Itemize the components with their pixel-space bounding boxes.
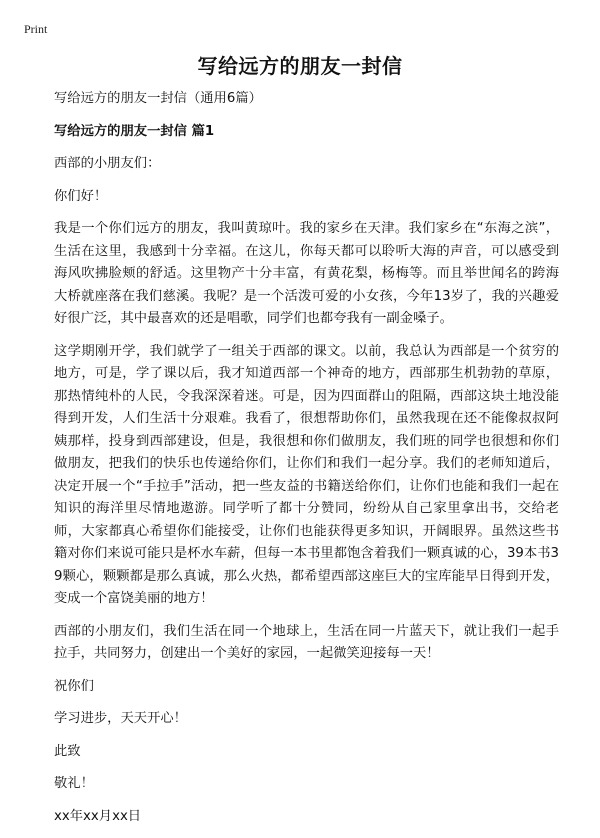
closing-salute: 敬礼！ [54, 776, 94, 791]
closing-regards: 此致 [54, 743, 81, 759]
body-paragraph-2: 这学期刚开学，我们就学了一组关于西部的课文。以前，我总认为西部是一个贫穷的地方，可是，学了课以后，我才知道西部一个神奇的地方，西部那生机勃勃的草原，那热情纯朴的人民，令我深深着迷。可是，因为四面群山的阻隔，西部这块土地没能得到开发，人们生活十分艰难。我看了，很想帮助你们，虽然我现在还不能像叔叔阿姨那样，投身到西部建设，但是，我很想和你们做朋友，我们班的同学也很想和你们做朋友，把我们的快乐也传递给你们，让你们和我们一起分享。我们的老师知道后，决定开展一个“手拉手”活动，把一些友益的书籍送给你们，让你们也能和我们一起在知识的海洋里尽情地遨游。同学听了都十分赞同，纷纷从自己家里拿出书，交给老师，大家都真心希望你们能接受，让你们也能获得更多知识，开阔眼界。虽然这些书籍对你们来说可能只是杯水车薪，但每一本书里都饱含着我们一颗真诚的心，39本书39颗心，颗颗都是那么真诚，那么火热，都希望西部这座巨大的宝库能早日得到开发，变成一个富饶美丽的地方！ [54, 343, 559, 606]
section-heading: 写给远方的朋友一封信 篇1 [54, 123, 215, 139]
document-subtitle: 写给远方的朋友一封信（通用6篇） [54, 91, 262, 106]
closing-blessing: 学习进步，天天开心！ [54, 711, 187, 726]
body-paragraph-1: 我是一个你们远方的朋友，我叫黄琼叶。我的家乡在天津。我们家乡在“东海之滨”，生活在这里，我感到十分幸福。在这儿，你每天都可以聆听大海的声音，可以感受到海风吹拂脸颊的舒适。这里物产十分丰富，有黄花梨，杨梅等。而且举世闻名的跨海大桥就座落在我们慈溪。我呢？是一个活泼可爱的小女孩，今年13岁了，我的兴趣爱好很广泛，其中最喜欢的还是唱歌，同学们也都夸我有一副金嗓子。 [54, 221, 559, 326]
document-body [54, 88, 559, 838]
body-paragraph-3: 西部的小朋友们，我们生活在同一个地球上，生活在同一片蓝天下，就让我们一起手拉手，共同努力，创建出一个美好的家园，一起微笑迎接每一天！ [54, 623, 559, 661]
closing-wish: 祝你们 [54, 678, 94, 694]
greeting: 你们好！ [54, 188, 108, 204]
salutation: 西部的小朋友们： [54, 156, 161, 171]
print-link[interactable]: Print [24, 22, 48, 36]
page-title: 写给远方的朋友一封信 [197, 54, 403, 78]
letter-date: xx年xx月xx日 [54, 808, 142, 824]
